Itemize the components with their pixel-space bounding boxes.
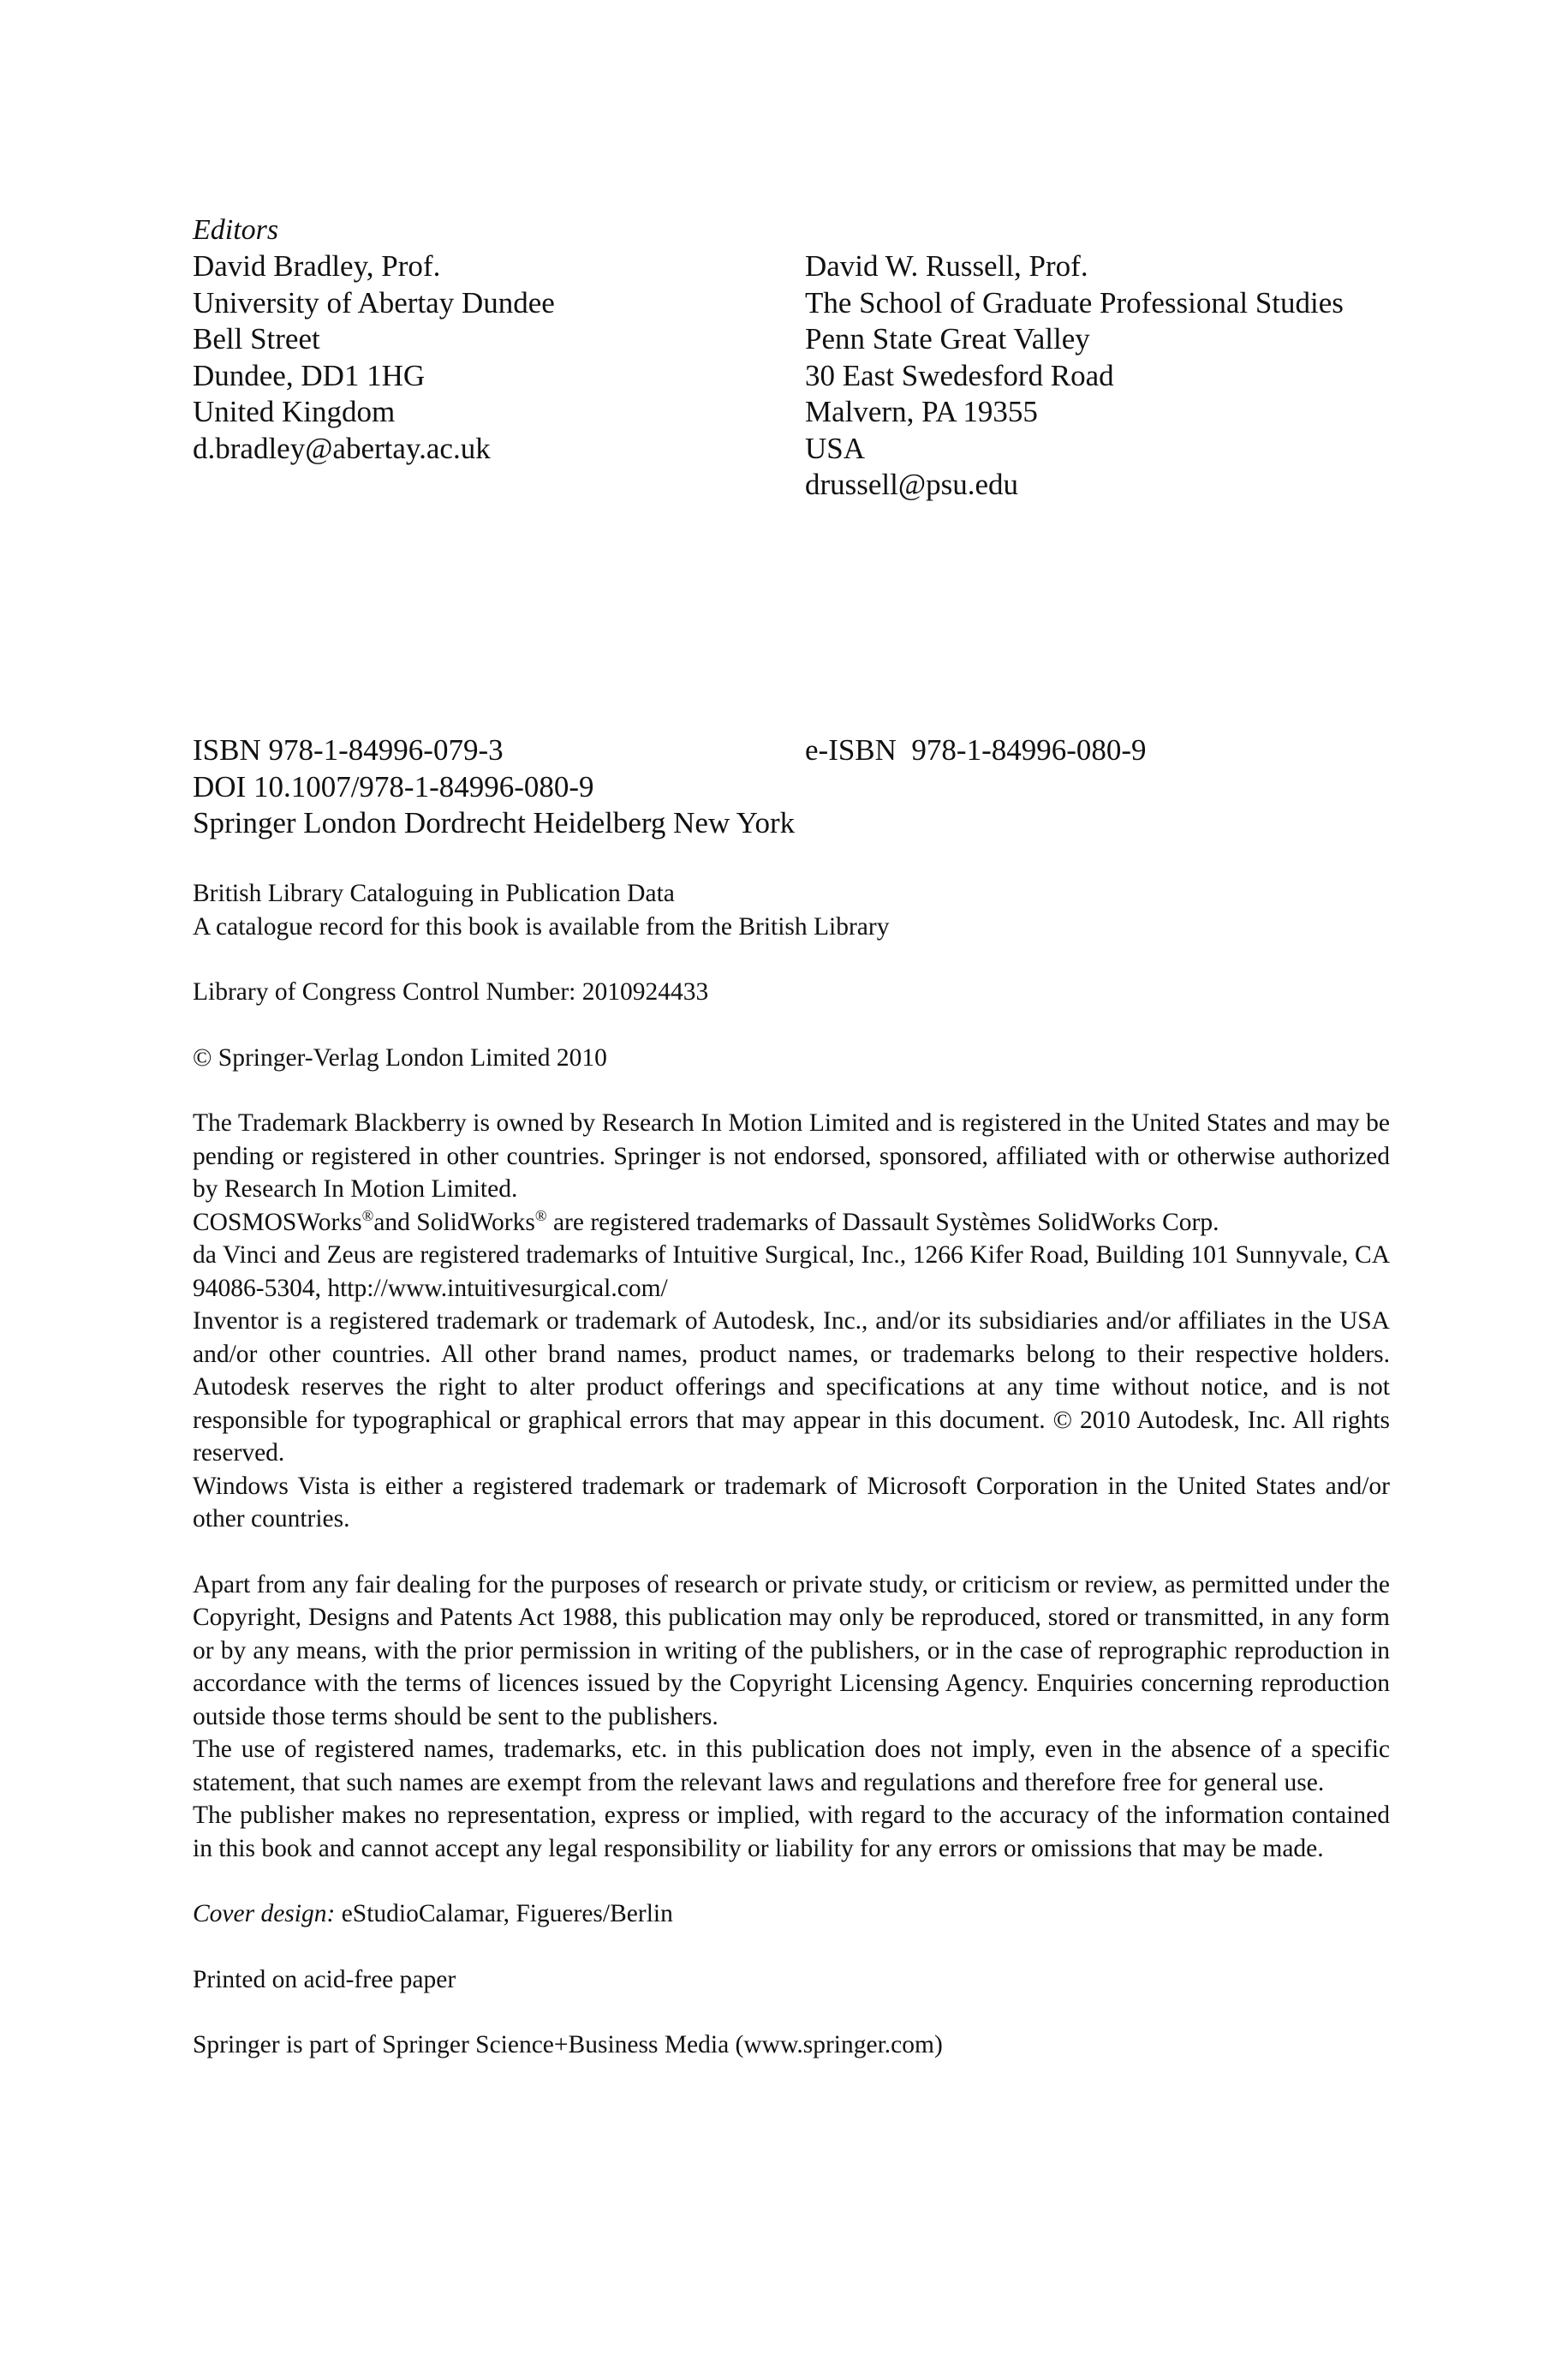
editor-country: United Kingdom <box>193 395 396 428</box>
editors-label: Editors <box>193 214 279 246</box>
isbn-row <box>193 732 1434 769</box>
cataloguing-line-1: British Library Cataloguing in Publication Data <box>193 880 675 907</box>
trademark-cosmosworks <box>193 1206 1390 1240</box>
no-representation-notice: The publisher makes no representation, express or implied, with regard to the accuracy of the information contained in this book and cannot accept any legal responsibility or liability for any errors or omissions that may be made. <box>193 1801 1390 1862</box>
publication-identifiers <box>193 732 1434 842</box>
cover-design <box>193 1897 1390 1931</box>
editor-institution: The School of Graduate Professional Studies <box>805 285 1344 320</box>
editors-columns <box>193 248 1434 504</box>
registered-names-notice: The use of registered names, trademarks, etc. in this publication does not imply, even in the absence of a specific statement, that such names are exempt from the relevant laws and regulations and therefore free for general use. <box>193 1736 1390 1796</box>
publisher-line: Springer London Dordrecht Heidelberg New York <box>193 806 796 839</box>
isbn: ISBN 978-1-84996-079-3 <box>193 733 504 767</box>
editor-country: USA <box>805 431 866 465</box>
editor-city: Malvern, PA 19355 <box>805 395 1038 428</box>
printed-note: Printed on acid-free paper <box>193 1965 456 1993</box>
editor-campus: Penn State Great Valley <box>805 322 1090 356</box>
fair-dealing-notice: Apart from any fair dealing for the purposes of research or private study, or criticism or review, as permitted under the Copyright, Designs and Patents Act 1988, this publication may only be reproduced, stored or transmitted, in any form or by any means, with the prior permission in writing of the publishers, or in the case of reprographic reproduction in accordance with the terms of licences issued by the Copyright Licensing Agency. Enquiries concerning reproduction outside those terms should be sent to the publishers. <box>193 1570 1390 1730</box>
loc-control-number: Library of Congress Control Number: 2010924433 <box>193 978 709 1006</box>
trademark-davinci: da Vinci and Zeus are registered trademarks of Intuitive Surgical, Inc., 1266 Kifer Road, Building 101 Sunnyvale, CA 94086-5304, http://www.intuitivesurgical.com/ <box>193 1241 1390 1302</box>
eisbn: e-ISBN 978-1-84996-080-9 <box>805 733 1147 767</box>
editor-city: Dundee, DD1 1HG <box>193 358 426 392</box>
registered-mark: ® <box>534 1206 547 1224</box>
cosmos-text-a: COSMOSWorks <box>193 1208 362 1236</box>
editor-russell <box>805 248 1434 504</box>
editors-section <box>193 212 1434 504</box>
trademark-blackberry: The Trademark Blackberry is owned by Research In Motion Limited and is registered in the United States and may be pending or registered in other countries. Springer is not endorsed, sponsored, affiliated with or otherwise authorized by Research In Motion Limited. <box>193 1109 1390 1203</box>
editor-name: David Bradley, Prof. <box>193 249 441 283</box>
editor-institution: University of Abertay Dundee <box>193 285 555 320</box>
trademark-windows: Windows Vista is either a registered trademark or trademark of Microsoft Corporation in the United States and/or other countries. <box>193 1472 1390 1533</box>
trademark-inventor: Inventor is a registered trademark or trademark of Autodesk, Inc., and/or its subsidiaries and/or affiliates in the USA and/or other countries. All other brand names, product names, or trademarks belong to their respective holders. Autodesk reserves the right to alter product offerings and specifications at any time without notice, and is not responsible for typographical or graphical errors that may appear in this document. © 2010 Autodesk, Inc. All rights reserved. <box>193 1307 1390 1467</box>
copyright-line: © Springer-Verlag London Limited 2010 <box>193 1043 607 1072</box>
editor-street: Bell Street <box>193 322 320 356</box>
legal-body <box>193 877 1390 2062</box>
springer-part-note: Springer is part of Springer Science+Business Media (www.springer.com) <box>193 2031 943 2058</box>
doi: DOI 10.1007/978-1-84996-080-9 <box>193 769 594 804</box>
registered-mark: ® <box>361 1206 374 1224</box>
cosmos-text-b: and SolidWorks <box>373 1208 535 1236</box>
editor-name: David W. Russell, Prof. <box>805 249 1088 283</box>
editor-email: d.bradley@abertay.ac.uk <box>193 431 491 465</box>
cataloguing-line-2: A catalogue record for this book is available from the British Library <box>193 912 890 941</box>
cover-design-label: Cover design: <box>193 1900 336 1927</box>
editor-street: 30 East Swedesford Road <box>805 358 1114 392</box>
editor-bradley <box>193 248 805 504</box>
editor-email: drussell@psu.edu <box>805 468 1019 501</box>
cover-design-value: eStudioCalamar, Figueres/Berlin <box>335 1900 673 1927</box>
cosmos-text-c: are registered trademarks of Dassault Systèmes SolidWorks Corp. <box>546 1208 1219 1236</box>
